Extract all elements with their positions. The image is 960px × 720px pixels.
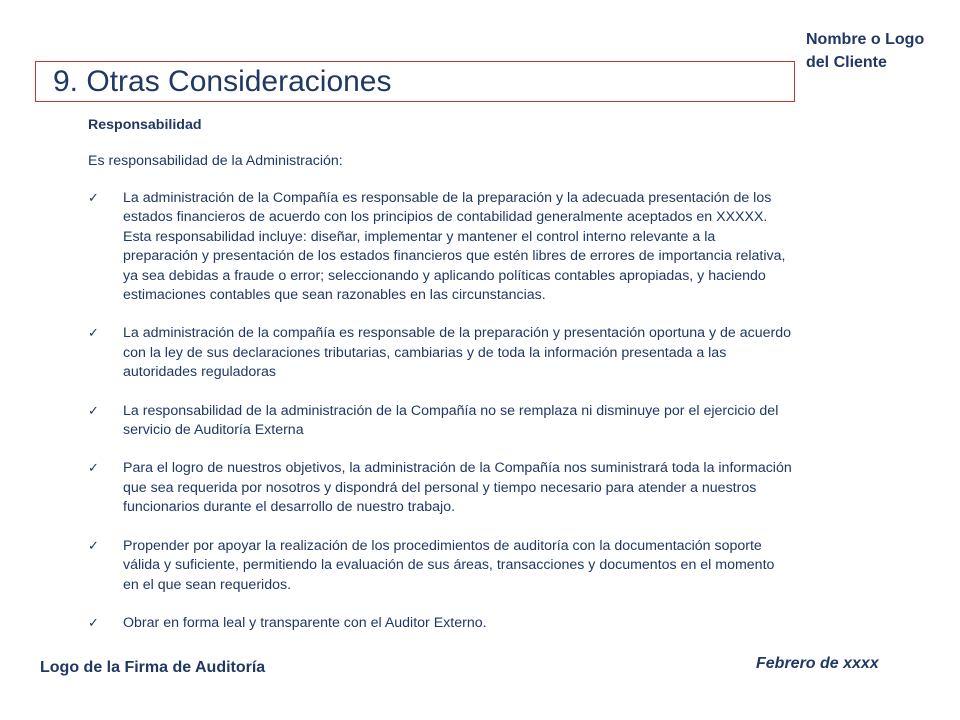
list-item-text: Propender por apoyar la realización de los procedimientos de auditoría con la documentación soporte válida y suficiente, permitiendo la evaluación de sus áreas, transacciones y documentos en el momento en el que sean requeridos. [123, 537, 775, 593]
list-item [88, 459, 793, 517]
audit-firm-logo-placeholder: Logo de la Firma de Auditoría [40, 659, 266, 676]
intro-text: Es responsabilidad de la Administración: [88, 153, 343, 169]
checkmark-icon: ✓ [88, 326, 99, 342]
list-item [88, 189, 793, 305]
checkmark-icon: ✓ [88, 191, 99, 206]
checkmark-icon: ✓ [88, 403, 99, 419]
slide-content [88, 116, 793, 633]
checkmark-icon: ✓ [88, 538, 99, 554]
title-box [35, 61, 795, 102]
client-logo-placeholder [806, 28, 956, 74]
section-heading: Responsabilidad [88, 117, 202, 133]
checkmark-icon: ✓ [88, 461, 99, 477]
list-item [88, 614, 793, 633]
footer-date: Febrero de xxxx [756, 655, 879, 672]
list-item [88, 537, 793, 595]
list-item [88, 402, 793, 441]
client-logo-line2: del Cliente [806, 54, 887, 71]
page-title: 9. Otras Consideraciones [53, 65, 392, 98]
checkmark-icon: ✓ [88, 615, 99, 631]
list-item-text: Obrar en forma leal y transparente con el Auditor Externo. [123, 614, 487, 631]
responsibility-list [88, 189, 793, 633]
list-item-text: Para el logro de nuestros objetivos, la administración de la Compañía nos suministrará toda la información que sea requerida por nosotros y dispondrá del personal y tiempo necesario para atender a nuestros funcionarios durante el desarrollo de nuestro trabajo. [123, 460, 792, 516]
list-item-text: La administración de la Compañía es responsable de la preparación y la adecuada presentación de los estados financieros de acuerdo con los principios de contabilidad generalmente aceptados en XXXXX. Esta responsabilidad incluye: diseñar, implementar y mantener el control interno relevante a la preparación y presentación de los estados financieros que estén libres de errores de importancia relativa, ya sea debidas a fraude o error; seleccionando y aplicando políticas contables apropiadas, y haciendo estimaciones contables que sean razonables en las circunstancias. [123, 190, 786, 304]
list-item [88, 324, 793, 382]
list-item-text: La administración de la compañía es responsable de la preparación y presentación oportuna y de acuerdo con la ley de sus declaraciones tributarias, cambiarias y de toda la información presentada a las autoridades reguladoras [123, 325, 792, 381]
list-item-text: La responsabilidad de la administración de la Compañía no se remplaza ni disminuye por el ejercicio del servicio de Auditoría Externa [123, 402, 779, 439]
client-logo-line1: Nombre o Logo [806, 31, 925, 48]
